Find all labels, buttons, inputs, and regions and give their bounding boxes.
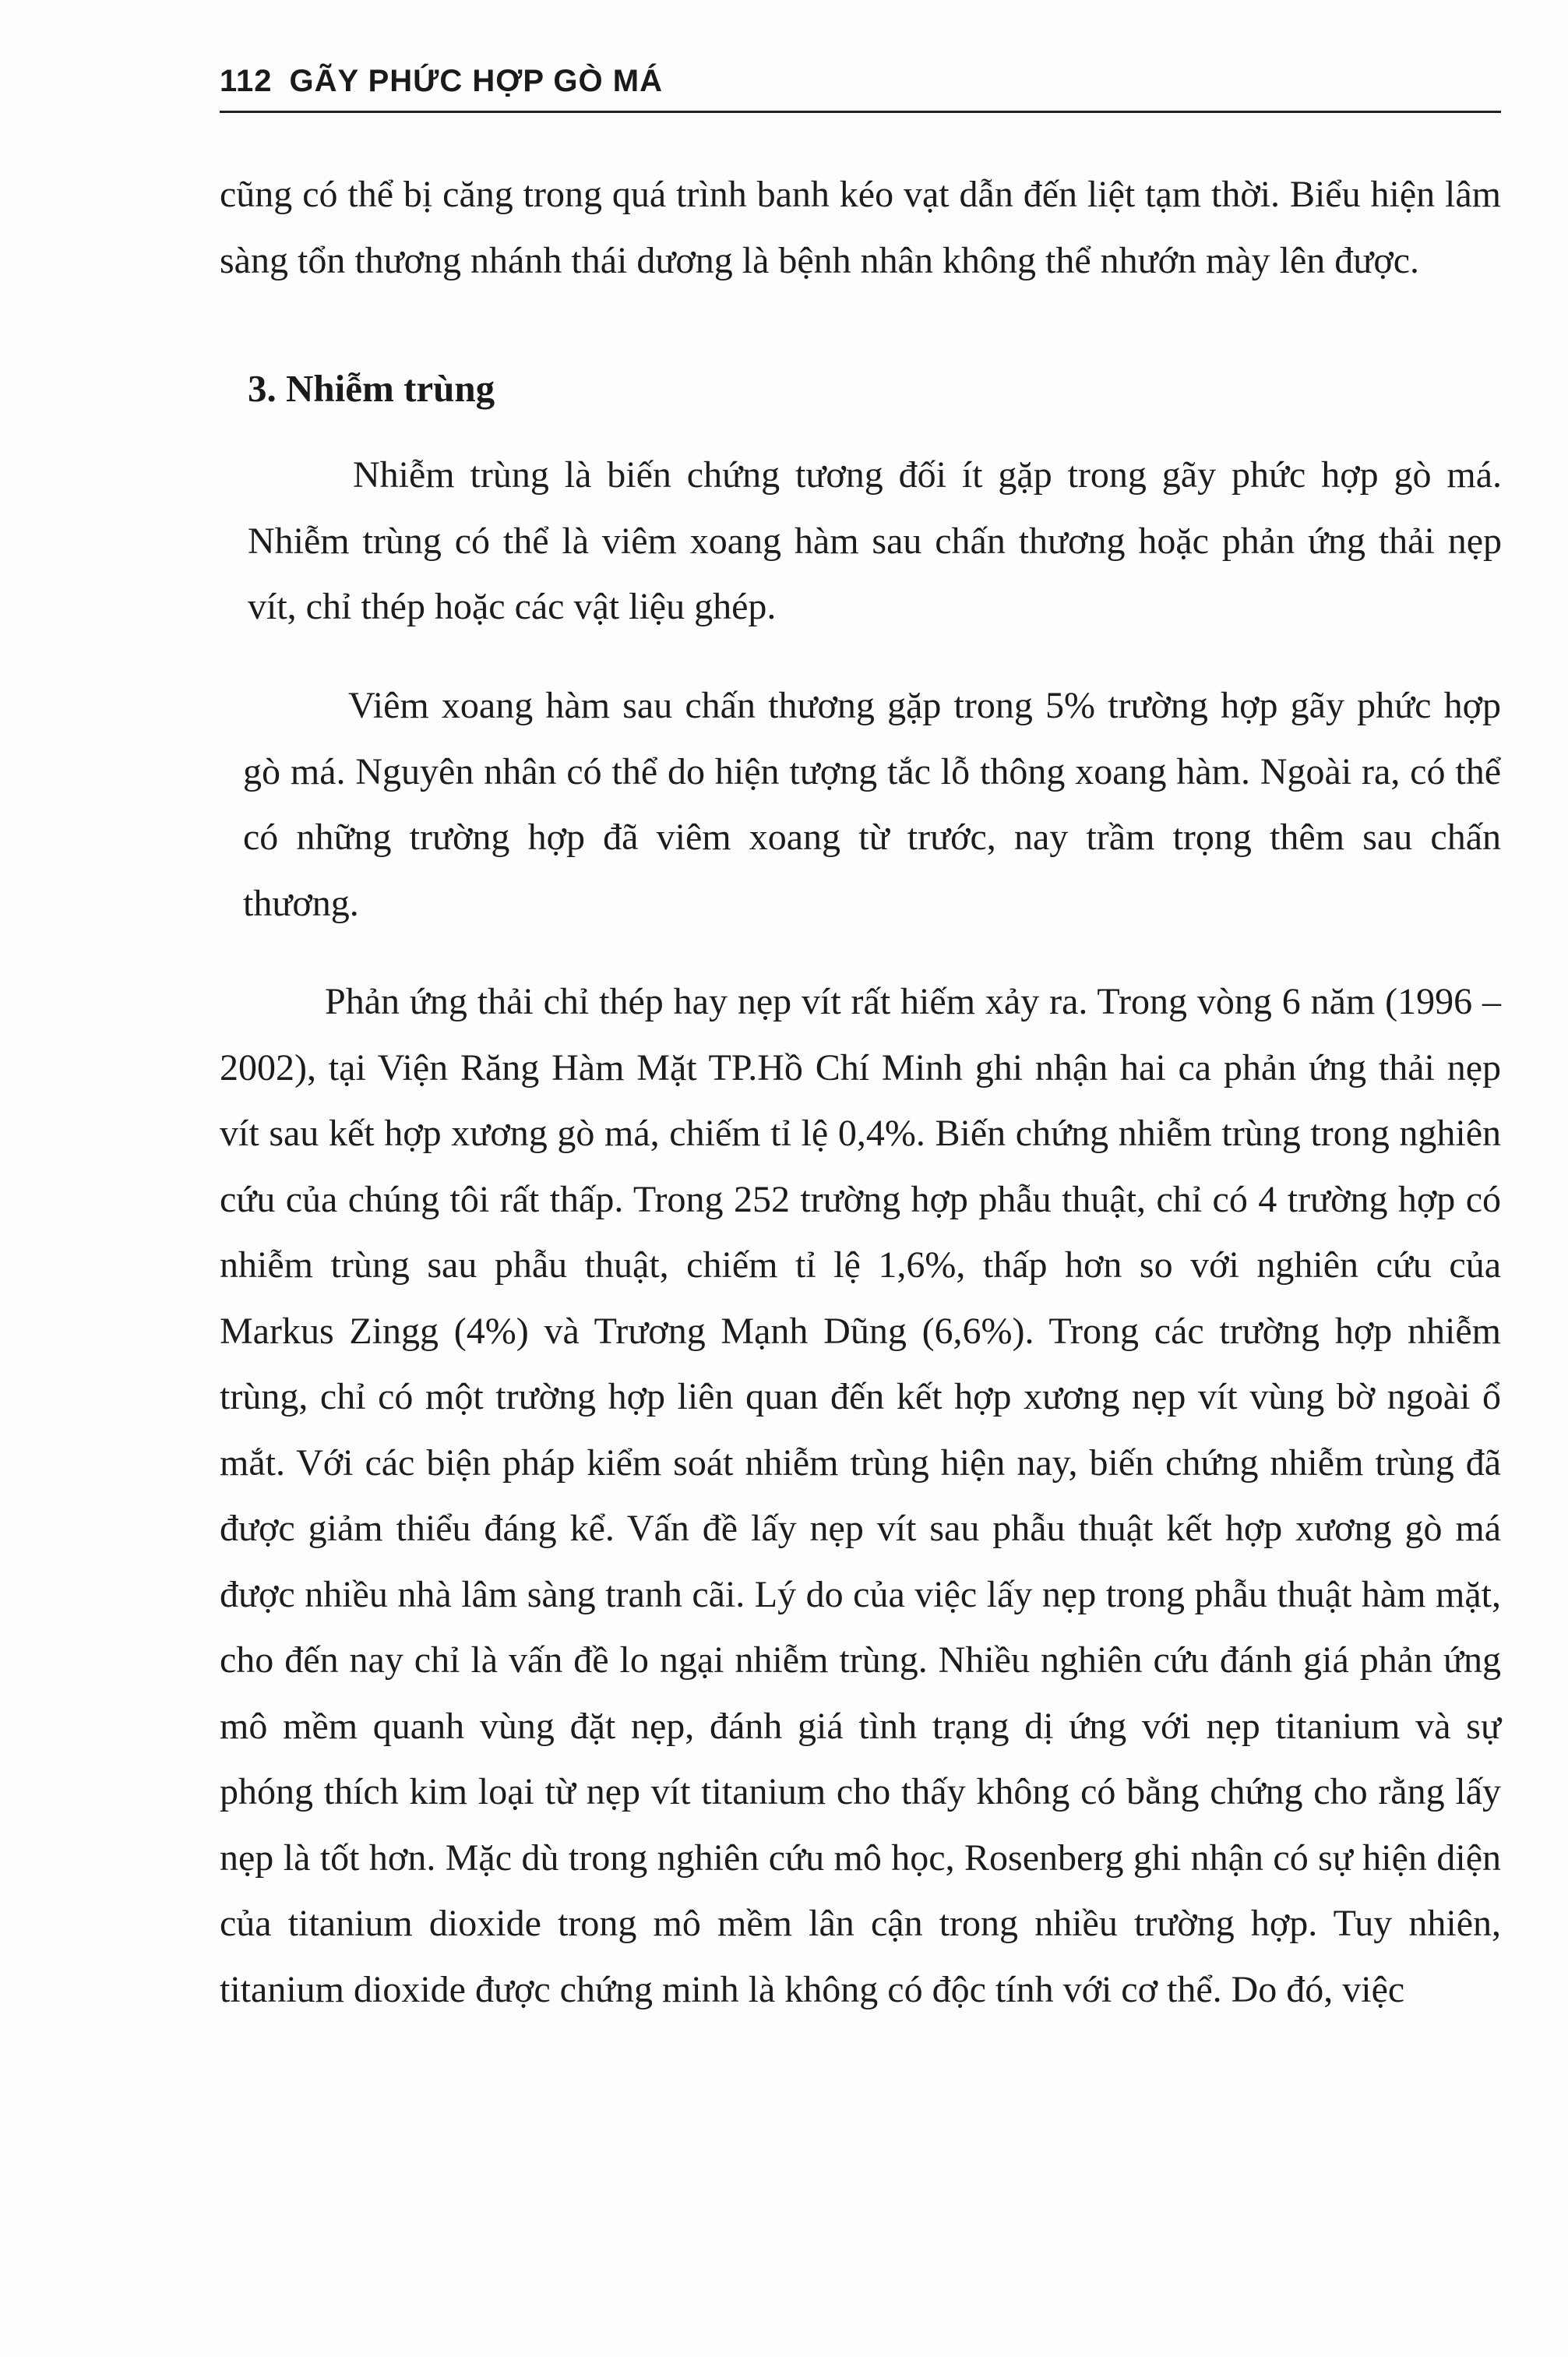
running-header <box>220 64 1501 115</box>
paragraph-sinusitis: Viêm xoang hàm sau chấn thương gặp trong 5% trường hợp gãy phức hợp gò má. Nguyên nhân có thể do hiện tượng tắc lỗ thông xoang hàm. Ngoài ra, có thể có những trường hợp đã viêm xoang từ trước, nay trầm trọng thêm sau chấn thương. <box>243 685 1501 924</box>
header-rule <box>220 111 1501 113</box>
paragraph-continuation: cũng có thể bị căng trong quá trình banh kéo vạt dẫn đến liệt tạm thời. Biểu hiện lâm sàng tổn thương nhánh thái dương là bệnh nhân không thể nhướn mày lên được. <box>220 174 1501 281</box>
page-number: 112 <box>220 64 273 98</box>
section-heading: 3. Nhiễm trùng <box>248 367 495 410</box>
paragraph-infection-intro: Nhiễm trùng là biến chứng tương đối ít gặp trong gãy phức hợp gò má. Nhiễm trùng có thể là viêm xoang hàm sau chấn thương hoặc phản ứng thải nẹp vít, chỉ thép hoặc các vật liệu ghép. <box>248 454 1502 627</box>
paragraph-plate-rejection: Phản ứng thải chỉ thép hay nẹp vít rất hiếm xảy ra. Trong vòng 6 năm (1996 – 2002), tại Viện Răng Hàm Mặt TP.Hồ Chí Minh ghi nhận hai ca phản ứng thải nẹp vít sau kết hợp xương gò má, chiếm tỉ lệ 0,4%. Biến chứng nhiễm trùng trong nghiên cứu của chúng tôi rất thấp. Trong 252 trường hợp phẫu thuật, chỉ có 4 trường hợp có nhiễm trùng sau phẫu thuật, chiếm tỉ lệ 1,6%, thấp hơn so với nghiên cứu của Markus Zingg (4%) và Trương Mạnh Dũng (6,6%). Trong các trường hợp nhiễm trùng, chỉ có một trường hợp liên quan đến kết hợp xương nẹp vít vùng bờ ngoài ổ mắt. Với các biện pháp kiểm soát nhiễm trùng hiện nay, biến chứng nhiễm trùng đã được giảm thiểu đáng kể. Vấn đề lấy nẹp vít sau phẫu thuật kết hợp xương gò má được nhiều nhà lâm sàng tranh cãi. Lý do của việc lấy nẹp trong phẫu thuật hàm mặt, cho đến nay chỉ là vấn đề lo ngại nhiễm trùng. Nhiều nghiên cứu đánh giá phản ứng mô mềm quanh vùng đặt nẹp, đánh giá tình trạng dị ứng với nẹp titanium và sự phóng thích kim loại từ nẹp vít titanium cho thấy không có bằng chứng cho rằng lấy nẹp là tốt hơn. Mặc dù trong nghiên cứu mô học, Rosenberg ghi nhận có sự hiện diện của titanium dioxide trong mô mềm lân cận trong nhiều trường hợp. Tuy nhiên, titanium dioxide được chứng minh là không có độc tính với cơ thể. Do đó, việc <box>220 981 1501 2010</box>
running-title: GÃY PHỨC HỢP GÒ MÁ <box>289 64 663 98</box>
